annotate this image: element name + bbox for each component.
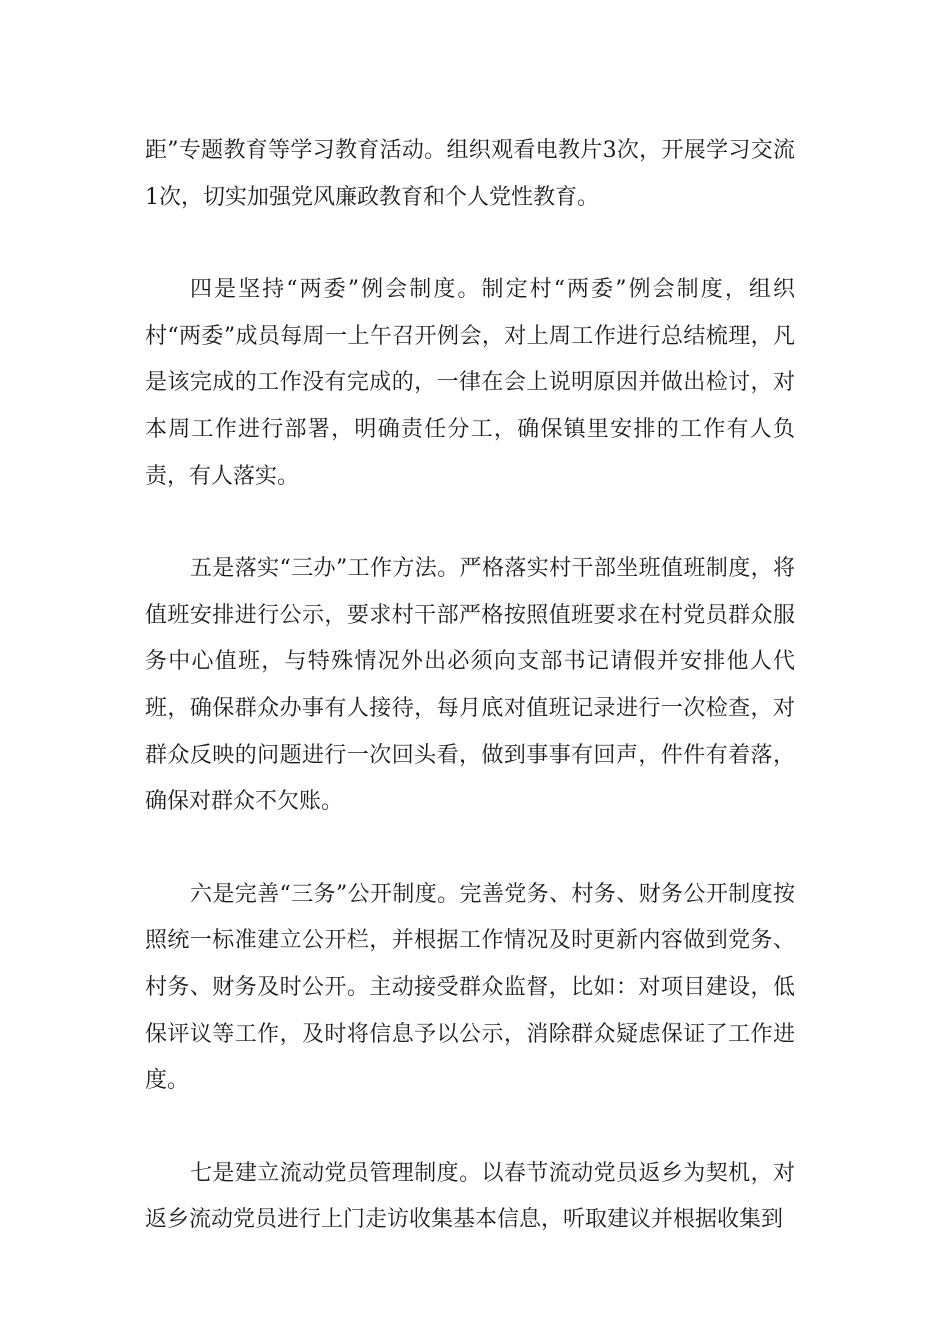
paragraph-four: 四是坚持“两委”例会制度。制定村“两委”例会制度，组织村“两委”成员每周一上午召开例会，对上周工作进行总结梳理，凡是该完成的工作没有完成的，一律在会上说明原因并做出检讨，对本周工作进行部署，明确责任分工，确保镇里安排的工作有人负责，有人落实。: [145, 277, 795, 489]
paragraph-continuation: 距”专题教育等学习教育活动。组织观看电教片3次，开展学习交流1次，切实加强党风廉政教育和个人党性教育。: [145, 138, 795, 210]
paragraph-six: 六是完善“三务”公开制度。完善党务、村务、财务公开制度按照统一标准建立公开栏，并根据工作情况及时更新内容做到党务、村务、财务及时公开。主动接受群众监督，比如：对项目建设，低保评议等工作，及时将信息予以公示，消除群众疑虑保证了工作进度。: [145, 881, 795, 1094]
paragraph-seven: 七是建立流动党员管理制度。以春节流动党员返乡为契机，对返乡流动党员进行上门走访收集基本信息，听取建议并根据收集到: [145, 1160, 795, 1233]
document-body: [145, 128, 795, 1290]
paragraph-five: 五是落实“三办”工作方法。严格落实村干部坐班值班制度，将值班安排进行公示，要求村干部严格按照值班要求在村党员群众服务中心值班，与特殊情况外出必须向支部书记请假并安排他人代班，确保群众办事有人接待，每月底对值班记录进行一次检查，对群众反映的问题进行一次回头看，做到事事有回声，件件有着落，确保对群众不欠账。: [145, 556, 795, 815]
